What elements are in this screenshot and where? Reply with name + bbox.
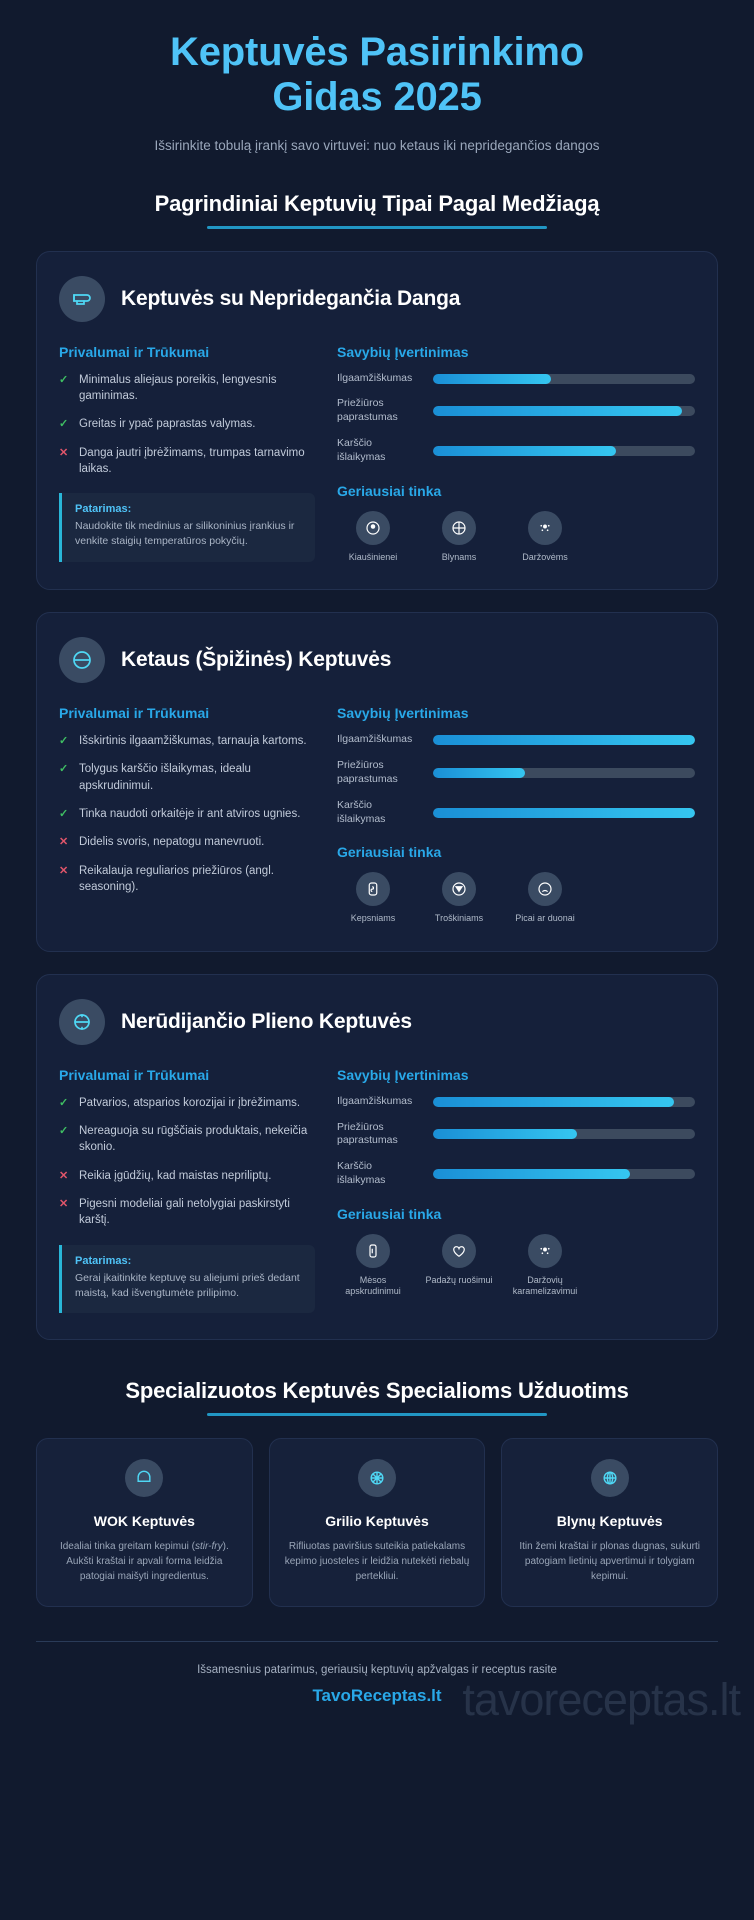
vegetables-icon [528, 511, 562, 545]
egg-icon [356, 511, 390, 545]
best-for-title: Geriausiai tinka [337, 844, 442, 861]
material-card [36, 251, 718, 591]
check-icon: ✓ [59, 735, 69, 748]
specialty-grid [36, 1438, 718, 1607]
pros-cons-title: Privalumai ir Trūkumai [59, 1066, 210, 1083]
rating-row [337, 733, 695, 747]
materials-heading-text: Pagrindiniai Keptuvių Tipai Pagal Medžiagą [154, 190, 600, 216]
ratings-column [337, 1067, 695, 1313]
wok-icon [125, 1459, 163, 1497]
grill-pan-icon [358, 1459, 396, 1497]
pros-cons-column [59, 344, 315, 564]
rating-label: Priežiūros paprastumas [337, 759, 398, 785]
list-item-text: Nereaguoja su rūgščiais produktais, nekeičia skonio. [79, 1125, 308, 1154]
list-item [59, 733, 315, 749]
rating-row [337, 799, 695, 827]
specialty-section-heading [36, 1378, 718, 1416]
rating-fill [433, 808, 695, 818]
list-item-text: Didelis svoris, nepatogu manevruoti. [79, 836, 265, 849]
tip-text: Naudokite tik medinius ar silikoninius įrankius ir venkite staigių temperatūros pokyčių. [75, 520, 295, 548]
rating-track [433, 374, 695, 384]
check-icon: ✓ [59, 1096, 69, 1109]
rating-label: Priežiūros paprastumas [337, 397, 398, 424]
best-for-grid [337, 872, 695, 924]
footer-brand-link[interactable]: TavoReceptas.lt [312, 1686, 442, 1706]
cross-icon: ✕ [59, 836, 69, 849]
list-item [59, 863, 315, 896]
material-card [36, 612, 718, 952]
list-item [59, 445, 315, 478]
list-item-text: Pigesni modeliai gali netolygiai paskirstyti karštį. [79, 1198, 290, 1227]
specialty-card [269, 1438, 486, 1607]
rating-fill [433, 1169, 630, 1179]
specialty-title: Grilio Keptuvės [325, 1513, 429, 1530]
card-header [59, 999, 695, 1045]
list-item-text: Tinka naudoti orkaitėje ir ant atviros ugnies. [79, 808, 301, 821]
tip-label: Patarimas: [75, 503, 132, 516]
rating-label: Priežiūros paprastumas [337, 1120, 398, 1147]
rating-label: Karščio išlaikymas [337, 798, 386, 825]
rating-track [433, 1169, 695, 1179]
card-title: Nerūdijančio Plieno Keptuvės [121, 1009, 412, 1033]
pros-cons-list [59, 372, 315, 478]
heading-underline [207, 226, 547, 229]
rating-row [337, 1121, 695, 1149]
best-for-item [337, 1234, 409, 1298]
rating-track [433, 446, 695, 456]
specialty-card [501, 1438, 718, 1607]
best-for-item [337, 511, 409, 563]
best-for-item [423, 1234, 495, 1298]
ratings-title: Savybių Įvertinimas [337, 1066, 469, 1083]
tip-label: Patarimas: [75, 1254, 132, 1267]
list-item-text: Reikia įgūdžių, kad maistas nepriliptų. [79, 1169, 272, 1182]
rating-row [337, 397, 695, 425]
list-item-text: Reikalauja reguliarios priežiūros (angl. seasoning). [79, 864, 274, 894]
meat-searing-icon [356, 1234, 390, 1268]
list-item-text: Tolygus karščio išlaikymas, idealu apskrudinimui. [79, 763, 251, 792]
cross-icon: ✕ [59, 864, 69, 877]
check-icon: ✓ [59, 763, 69, 776]
specialty-text [284, 1539, 471, 1584]
tip-box [59, 493, 315, 561]
card-title: Keptuvės su Nepridegančia Danga [121, 286, 461, 310]
best-for-grid [337, 511, 695, 563]
best-for-label: Kiaušinienei [348, 551, 398, 562]
pros-cons-list [59, 733, 315, 895]
header [36, 0, 718, 153]
check-icon: ✓ [59, 418, 69, 431]
nonstick-pan-icon [59, 276, 105, 322]
pros-cons-column [59, 1067, 315, 1313]
footer-text: Išsamesnius patarimus, geriausių keptuvių apžvalgas ir receptus rasite [197, 1664, 557, 1677]
crepe-pan-icon [591, 1459, 629, 1497]
rating-row [337, 437, 695, 465]
best-for-item [509, 1234, 581, 1298]
specialty-text-pre: Itin žemi kraštai ir plonas dugnas, sukurti patogiam lietinių apvertimui ir tolygiam kepimui. [519, 1541, 700, 1583]
page-title [36, 30, 718, 120]
rating-row [337, 372, 695, 386]
pancake-icon [442, 511, 476, 545]
specialty-title: WOK Keptuvės [93, 1513, 195, 1530]
rating-track [433, 768, 695, 778]
stew-icon [442, 872, 476, 906]
check-icon: ✓ [59, 1125, 69, 1138]
rating-fill [433, 1097, 674, 1107]
rating-fill [433, 446, 616, 456]
best-for-label: Padažų ruošimui [425, 1274, 493, 1285]
specialty-card [36, 1438, 253, 1607]
rating-track [433, 406, 695, 416]
rating-track [433, 808, 695, 818]
ratings-title: Savybių Įvertinimas [337, 705, 469, 722]
ratings-title: Savybių Įvertinimas [337, 343, 469, 360]
rating-track [433, 1129, 695, 1139]
list-item [59, 1095, 315, 1111]
specialty-text-emphasis: stir-fry [195, 1541, 223, 1553]
list-item [59, 761, 315, 794]
check-icon: ✓ [59, 808, 69, 821]
pros-cons-list [59, 1095, 315, 1229]
pros-cons-column [59, 705, 315, 925]
list-item-text: Danga jautri įbrėžimams, trumpas tarnavimo laikas. [79, 446, 305, 475]
cross-icon: ✕ [59, 446, 69, 459]
best-for-item [509, 511, 581, 563]
footer [36, 1664, 740, 1726]
tip-text: Gerai įkaitinkite keptuvę su aliejumi prieš dedant maistą, kad išvengtumėte prilipimo. [75, 1271, 300, 1299]
cast-iron-pan-icon [59, 637, 105, 683]
rating-fill [433, 735, 695, 745]
page-title-line1: Keptuvės Pasirinkimo [170, 30, 584, 74]
list-item-text: Greitas ir ypač paprastas valymas. [79, 418, 256, 431]
pizza-bread-icon [528, 872, 562, 906]
best-for-label: Troškiniams [434, 913, 484, 924]
specialty-heading-text: Specializuotos Keptuvės Specialioms Užduotims [125, 1378, 629, 1404]
best-for-item [423, 511, 495, 563]
rating-label: Ilgaamžiškumas [337, 371, 413, 384]
best-for-label: Blynams [441, 551, 477, 562]
best-for-label: Kepsniams [350, 913, 396, 924]
rating-label: Ilgaamžiškumas [337, 733, 413, 746]
caramelize-icon [528, 1234, 562, 1268]
best-for-title: Geriausiai tinka [337, 1205, 442, 1222]
best-for-grid [337, 1234, 695, 1298]
footer-divider [36, 1641, 718, 1642]
card-title: Ketaus (Špižinės) Keptuvės [121, 648, 392, 672]
sauce-icon [442, 1234, 476, 1268]
heading-underline [207, 1413, 547, 1416]
best-for-item [337, 872, 409, 924]
list-item [59, 372, 315, 405]
ratings-column [337, 344, 695, 564]
list-item-text: Išskirtinis ilgaamžiškumas, tarnauja kartoms. [79, 735, 307, 748]
rating-row [337, 759, 695, 787]
specialty-title: Blynų Keptuvės [556, 1513, 663, 1530]
list-item [59, 834, 315, 850]
page-subtitle: Išsirinkite tobulą įrankį savo virtuvei: nuo ketaus iki nepridegančios dangos [154, 137, 600, 153]
list-item [59, 1168, 315, 1184]
rating-fill [433, 406, 682, 416]
rating-label: Karščio išlaikymas [337, 1160, 386, 1187]
materials-section-heading [36, 191, 718, 229]
stainless-steel-pan-icon [59, 999, 105, 1045]
material-card [36, 974, 718, 1340]
best-for-label: Daržovių karamelizavimui [512, 1274, 578, 1297]
pros-cons-title: Privalumai ir Trūkumai [59, 343, 210, 360]
best-for-item [509, 872, 581, 924]
tip-box [59, 1245, 315, 1313]
page-title-line2: Gidas 2025 [272, 74, 482, 119]
list-item [59, 1123, 315, 1156]
card-header [59, 276, 695, 322]
specialty-text-post: ). Aukšti kraštai ir apvali forma leidžia patogiai maišyti ingredientus. [66, 1541, 229, 1583]
rating-fill [433, 1129, 577, 1139]
ratings-column [337, 705, 695, 925]
best-for-item [423, 872, 495, 924]
specialty-text [516, 1539, 703, 1584]
check-icon: ✓ [59, 373, 69, 386]
rating-track [433, 1097, 695, 1107]
cross-icon: ✕ [59, 1169, 69, 1182]
list-item [59, 416, 315, 432]
rating-label: Karščio išlaikymas [337, 437, 386, 464]
pros-cons-title: Privalumai ir Trūkumai [59, 705, 210, 722]
specialty-text-pre: Rifliuotas paviršius suteikia patiekalams kepimo juosteles ir leidžia nutekėti riebalų pertekliui. [284, 1541, 470, 1583]
rating-row [337, 1095, 695, 1109]
watermark: tavoreceptas.lt [462, 1674, 740, 1726]
list-item-text: Minimalus aliejaus poreikis, lengvesnis gaminimas. [79, 373, 277, 402]
best-for-label: Daržovėms [522, 551, 568, 562]
rating-label: Ilgaamžiškumas [337, 1094, 413, 1107]
best-for-title: Geriausiai tinka [337, 482, 442, 499]
steak-icon [356, 872, 390, 906]
specialty-text [51, 1539, 238, 1584]
list-item-text: Patvarios, atsparios korozijai ir įbrėžimams. [79, 1096, 301, 1109]
rating-row [337, 1160, 695, 1188]
best-for-label: Picai ar duonai [515, 913, 575, 924]
best-for-label: Mėsos apskrudinimui [345, 1274, 401, 1297]
cross-icon: ✕ [59, 1198, 69, 1210]
rating-fill [433, 768, 525, 778]
list-item [59, 1196, 315, 1229]
specialty-text-pre: Idealiai tinka greitam kepimui ( [59, 1541, 196, 1553]
rating-fill [433, 374, 551, 384]
card-header [59, 637, 695, 683]
rating-track [433, 735, 695, 745]
list-item [59, 806, 315, 822]
